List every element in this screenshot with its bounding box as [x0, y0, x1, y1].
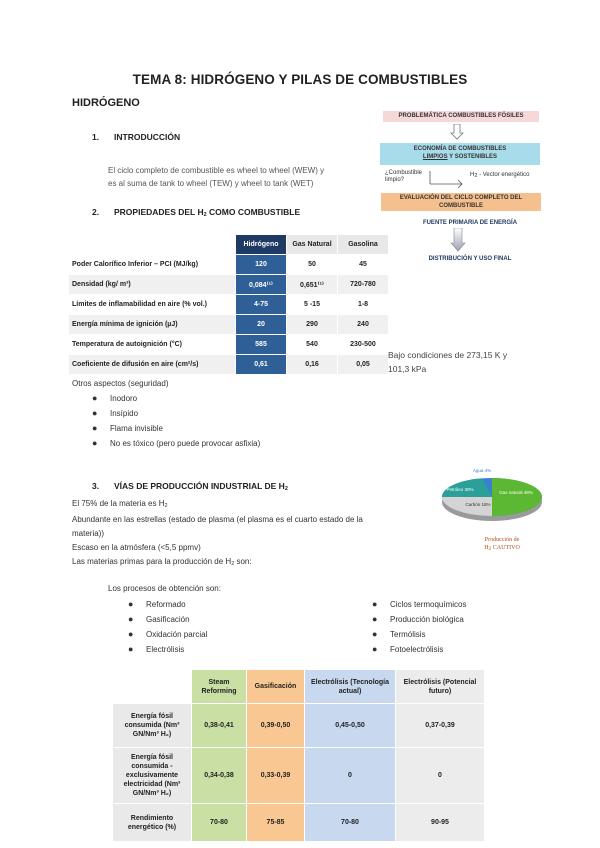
list-item: ● Oxidación parcial	[128, 629, 208, 639]
diagram-distribution: DISTRIBUCIÓN Y USO FINAL	[428, 256, 512, 262]
section-3-heading	[92, 481, 288, 492]
diagram-box-full-cycle: EVALUACIÓN DEL CICLO COMPLETO DEL COMBUSTIBLE	[381, 193, 541, 211]
pie-label-teal: Petróleo 30%	[446, 487, 474, 492]
production-line-1: El 75% de la materia es $H_2$	[72, 499, 168, 509]
intro-paragraph	[108, 164, 324, 190]
table-row	[69, 335, 389, 355]
section-3-number: 3.	[92, 481, 100, 491]
list-item: ● Ciclos termoquímicos	[372, 599, 467, 609]
properties-header-row	[69, 235, 389, 255]
bracket-arrow-icon	[428, 170, 464, 188]
pie-label-green: Gas natural 48%	[499, 490, 533, 495]
intro-line-1: El ciclo completo de combustible es wheel to wheel (WEW) y	[108, 166, 325, 175]
table-cell: 585	[236, 335, 287, 355]
table-row	[113, 804, 485, 842]
table-cell: 0,16	[287, 355, 338, 375]
row-label: Energía fósil consumida - exclusivamente electricidad (Nm³ GN/Nm³ H₂)	[113, 748, 192, 804]
list-item: ● Inodoro	[92, 393, 138, 403]
section-1-title: INTRODUCCIÓN	[114, 132, 181, 142]
processes-title: Los procesos de obtención son:	[108, 584, 221, 593]
production-methods-table	[112, 669, 485, 842]
row-label: Rendimiento energético (%)	[113, 804, 192, 842]
table-cell: 0,33-0,39	[247, 748, 305, 804]
table-cell: 90-95	[396, 804, 485, 842]
list-item: ● Electrólisis	[128, 644, 185, 654]
table-cell: 230-500	[338, 335, 389, 355]
table-row	[69, 255, 389, 275]
list-item: ● Fotoelectrólisis	[372, 644, 444, 654]
table-cell: 70-80	[192, 804, 247, 842]
section-1-heading	[92, 132, 180, 142]
row-label: Energía fósil consumida (Nm³ GN/Nm³ H₂)	[113, 704, 192, 748]
row-label: Energía mínima de ignición (µJ)	[69, 315, 236, 335]
table-cell: 290	[287, 315, 338, 335]
section-heading: HIDRÓGENO	[72, 97, 140, 109]
diagram-box-clean-economy: ECONOMÍA DE COMBUSTIBLES LIMPIOS Y SOSTENIBLES	[380, 143, 540, 165]
table-cell: 0	[396, 748, 485, 804]
table-cell: 50	[287, 255, 338, 275]
table-cell: 1-8	[338, 295, 389, 315]
diagram-box-fossil-problem: PROBLEMÁTICA COMBUSTIBLES FÓSILES	[383, 111, 539, 122]
other-aspects-title: Otros aspectos (seguridad)	[72, 379, 169, 388]
conditions-note: Bajo condiciones de 273,15 K y 101,3 kPa	[388, 350, 508, 374]
table-row	[69, 315, 389, 335]
table-cell: 0,45-0,50	[305, 704, 396, 748]
table-cell: 0,61	[236, 355, 287, 375]
production-line-5: Las materias primas para la producción de $H_2$ son:	[72, 557, 252, 567]
production-header-row	[113, 670, 485, 704]
col-electrolysis-current: Electrólisis (Tecnología actual)	[305, 670, 396, 704]
properties-table	[68, 234, 389, 375]
row-label: Densidad (kg/ m³)	[69, 275, 236, 295]
table-cell: 720-780	[338, 275, 389, 295]
table-cell: 0,39-0,50	[247, 704, 305, 748]
section-2-number: 2.	[92, 207, 100, 217]
table-cell: 0	[305, 748, 396, 804]
table-cell: 240	[338, 315, 389, 335]
production-paragraph	[72, 497, 363, 571]
list-item: ● Insípido	[92, 408, 139, 418]
list-item: ● No es tóxico (pero puede provocar asfixia)	[92, 438, 261, 448]
col-hydrogen: Hidrógeno	[236, 235, 287, 255]
section-2-heading	[92, 207, 300, 218]
table-cell: 4-75	[236, 295, 287, 315]
table-cell: 120	[236, 255, 287, 275]
list-item: ● Reformado	[128, 599, 186, 609]
table-row	[69, 275, 389, 295]
arrow-down-icon	[450, 124, 464, 140]
table-cell: 0,651⁽¹⁾	[287, 275, 338, 295]
table-cell: 70-80	[305, 804, 396, 842]
section-2-title: PROPIEDADES DEL $H_2$ COMO COMBUSTIBLE	[114, 207, 301, 218]
table-cell: 20	[236, 315, 287, 335]
intro-line-2: es al suma de tank to wheel (TEW) y wheel to tank (WET)	[108, 179, 314, 188]
diagram-primary-source: FUENTE PRIMARIA DE ENERGÍA	[422, 220, 518, 226]
list-item: ● Flama invisible	[92, 423, 163, 433]
pie-label-grey: Carbón 18%	[465, 502, 491, 507]
col-steam-reforming: Steam Reforming	[192, 670, 247, 704]
table-cell: 0,37-0,39	[396, 704, 485, 748]
table-cell: 0,05	[338, 355, 389, 375]
section-1-number: 1.	[92, 132, 100, 142]
col-electrolysis-future: Electrólisis (Potencial futuro)	[396, 670, 485, 704]
h2-production-pie	[436, 464, 548, 530]
list-item: ● Producción biológica	[372, 614, 464, 624]
processes-right-list	[372, 597, 466, 657]
table-cell: 75-85	[247, 804, 305, 842]
table-row	[69, 355, 389, 375]
table-row	[69, 295, 389, 315]
production-line-4: Escaso en la atmósfera (<5,5 ppmv)	[72, 543, 201, 552]
list-item: ● Termólisis	[372, 629, 426, 639]
pie-label-top: Agua 4%	[472, 468, 492, 473]
table-cell: 0,38-0,41	[192, 704, 247, 748]
page-title: TEMA 8: HIDRÓGENO Y PILAS DE COMBUSTIBLES	[132, 72, 468, 87]
processes-left-list	[128, 597, 207, 657]
col-gasification: Gasificación	[247, 670, 305, 704]
production-line-3: materia))	[72, 529, 105, 538]
table-row	[113, 704, 485, 748]
production-line-2: Abundante en las estrellas (estado de plasma (el plasma es el cuarto estado de la	[72, 515, 363, 524]
table-cell: 45	[338, 255, 389, 275]
section-3-title: VÍAS DE PRODUCCIÓN INDUSTRIAL DE $H_2$	[114, 481, 288, 492]
other-aspects-list	[92, 391, 260, 451]
row-label: Coeficiente de difusión en aire (cm²/s)	[69, 355, 236, 375]
table-cell: 540	[287, 335, 338, 355]
big-arrow-down-icon	[450, 228, 466, 252]
table-row	[113, 748, 485, 804]
diagram-question: ¿Combustible limpio?	[385, 170, 423, 183]
row-label: Límites de inflamabilidad en aire (% vol.)	[69, 295, 236, 315]
table-cell: 0,34-0,38	[192, 748, 247, 804]
table-cell: 0,084⁽¹⁾	[236, 275, 287, 295]
row-label: Poder Calorífico Inferior – PCI (MJ/kg)	[69, 255, 236, 275]
row-label: Temperatura de autoignición (°C)	[69, 335, 236, 355]
col-natural-gas: Gas Natural	[287, 235, 338, 255]
diagram-h2-vector: $H_2$ - Vector energético	[470, 172, 530, 179]
pie-caption: Producción de $H_2$ CAUTIVO	[484, 537, 520, 552]
list-item: ● Gasificación	[128, 614, 190, 624]
col-gasoline: Gasolina	[338, 235, 389, 255]
table-cell: 5 -15	[287, 295, 338, 315]
